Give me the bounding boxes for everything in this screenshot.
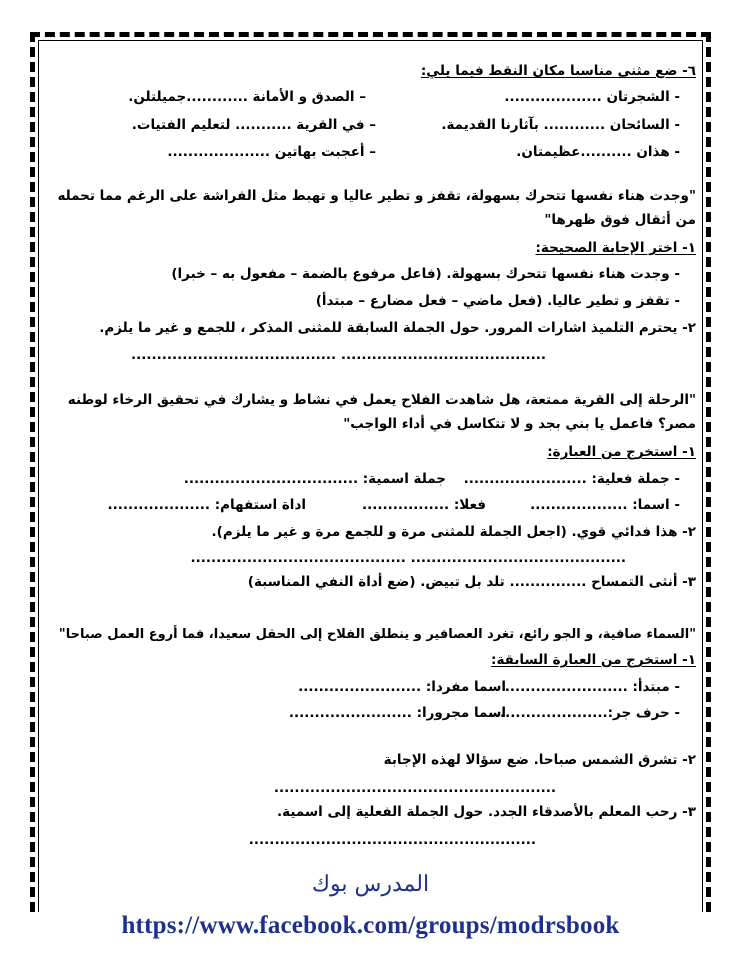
p2-item: اداة استفهام: .................... [107, 497, 306, 513]
p2-q2-answer-lines: .......................................... .......................................... [190, 550, 626, 566]
p1-q1: ١- اختر الإجابة الصحيحة: [535, 240, 696, 256]
s6-item: – في القرية ........... لتعليم الفتيات. [131, 117, 376, 133]
p1-q1-b: - تقفز و تطير عاليا. (فعل ماضي – فعل مضارع – مبتدأ) [315, 293, 680, 309]
p3-q3-answer-line: ........................................................ [248, 832, 536, 848]
s6-item: – أعجبت بهاتين .................... [167, 144, 376, 160]
footer-url[interactable]: https://www.facebook.com/groups/modrsbook [115, 912, 625, 940]
section-6-title: ٦- ضع مثنى مناسبا مكان النقط فيما يلي: [420, 63, 696, 79]
s6-item: - السائحان ............ بآثارنا القديمة. [441, 117, 680, 133]
p3-q2: ٢- تشرق الشمس صباحا. ضع سؤالا لهذه الإجابة [383, 752, 696, 768]
passage-1: "وجدت هناء نفسها تتحرك بسهولة، تقفز و تطير عاليا و تهبط مثل الفراشة على الرغم مما تحمله من أثقال فوق ظهرها" [57, 188, 696, 228]
p3-item: - مبتدأ: ........................ [504, 679, 680, 695]
p3-q2-answer-line: ....................................................... [273, 780, 556, 796]
p2-q2: ٢- هذا فدائي قوي. (اجعل الجملة للمثنى مرة و للجمع مرة و غير ما يلزم). [211, 524, 696, 540]
footer-url-wrapper [0, 912, 741, 940]
p3-item: - حرف جر:....................... [489, 705, 680, 721]
p1-q1-a: - وجدت هناء نفسها تتحرك بسهولة. (فاعل مرفوع بالضمة – مفعول به – خبرا) [171, 266, 680, 282]
p2-q1: ١- استخرج من العبارة: [547, 444, 696, 460]
p1-q2-answer-lines: ........................................ ........................................ [131, 347, 546, 363]
p2-q3: ٣- أنثى التمساح ............... تلد بل تبيض. (ضع أداة النفي المناسبة) [247, 574, 696, 590]
p3-q1: ١- استخرج من العبارة السابقة: [491, 652, 696, 668]
s6-item: – الصدق و الأمانة ............جميلتلن. [128, 89, 366, 105]
p3-q3: ٣- رحب المعلم بالأصدقاء الجدد. حول الجملة الفعلية إلى اسمية. [277, 804, 696, 820]
p2-item: - اسما: ................... [530, 497, 680, 513]
p1-q2: ٢- يحترم التلميذ اشارات المرور. حول الجملة السابقة للمثنى المذكر ، للجمع و غير ما يلزم. [99, 320, 696, 336]
p2-item: جملة اسمية: .................................. [183, 471, 446, 487]
s6-item: - الشجرتان ................... [504, 89, 680, 105]
p3-item: اسما مفردا: ........................ [298, 679, 506, 695]
passage-3: "السماء صافية، و الجو رائع، تغرد العصافير و ينطلق الفلاح إلى الحقل سعيدا، فما أروع العمل صباحا" [58, 627, 696, 642]
p2-item: - جملة فعلية: ........................ [463, 471, 680, 487]
s6-item: - هذان ..........عظيمتان. [516, 144, 680, 160]
footer-brand-name: المدرس بوك [311, 872, 430, 897]
p3-item: اسما مجرورا: ........................ [288, 705, 506, 721]
passage-2: "الرحلة إلى القرية ممتعة، هل شاهدت الفلاح يعمل في نشاط و يشارك في تحقيق الرخاء لوطنه مصر؟ فاعمل يا بني بجد و لا تتكاسل في أداء الواجب" [67, 392, 696, 432]
p2-item: فعلا: ................. [362, 497, 486, 513]
